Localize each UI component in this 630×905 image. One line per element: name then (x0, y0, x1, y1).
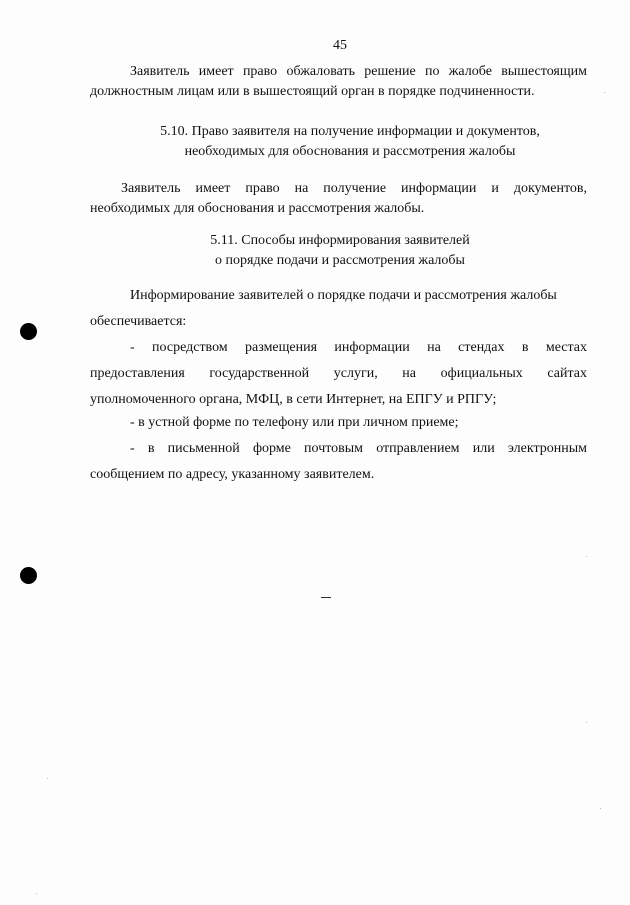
list-item-stands-and-websites (90, 335, 587, 413)
list-item-line: - в устной форме по телефону или при личном приеме; (130, 415, 459, 430)
punch-hole-bottom (20, 567, 37, 584)
scan-speck (586, 722, 587, 723)
paragraph-line: необходимых для обоснования и рассмотрения жалобы. (90, 201, 425, 216)
list-item-line: уполномоченного органа, МФЦ, в сети Интернет, на ЕПГУ и РПГУ; (90, 392, 497, 407)
paragraph-line: должностным лицам или в вышестоящий орган в порядке подчиненности. (90, 84, 535, 99)
paragraph-line: Информирование заявителей о порядке подачи и рассмотрения жалобы (130, 288, 557, 303)
heading-line: о порядке подачи и рассмотрения жалобы (215, 253, 465, 268)
list-item-oral-form (90, 410, 587, 436)
heading-line: 5.11. Способы информирования заявителей (210, 233, 470, 248)
list-item-line: предоставления государственной услуги, на официальных сайтах (90, 366, 587, 381)
page-number: 45 (333, 38, 347, 53)
section-heading-5-11 (160, 231, 520, 271)
paragraph-line: Заявитель имеет право на получение информации и документов, (121, 181, 587, 196)
punch-hole-top (20, 323, 37, 340)
list-item-line: сообщением по адресу, указанному заявителем. (90, 467, 375, 482)
heading-line: необходимых для обоснования и рассмотрения жалобы (184, 144, 516, 159)
paragraph-informing-intro (90, 283, 587, 335)
heading-line: 5.10. Право заявителя на получение информации и документов, (160, 124, 540, 139)
paragraph-info-right (90, 179, 587, 219)
section-heading-5-10 (140, 122, 560, 162)
end-mark (321, 597, 331, 598)
scan-speck (586, 556, 587, 557)
scan-speck (600, 808, 601, 809)
scan-speck (36, 893, 37, 894)
paragraph-appeal-right (90, 62, 587, 102)
paragraph-line: обеспечивается: (90, 314, 187, 329)
list-item-line: - посредством размещения информации на стендах в местах (130, 340, 587, 355)
scan-speck (604, 92, 605, 93)
list-item-line: - в письменной форме почтовым отправлением или электронным (130, 441, 587, 456)
paragraph-line: Заявитель имеет право обжаловать решение по жалобе вышестоящим (130, 64, 587, 79)
list-item-written-form (90, 436, 587, 488)
scan-speck (47, 778, 48, 779)
